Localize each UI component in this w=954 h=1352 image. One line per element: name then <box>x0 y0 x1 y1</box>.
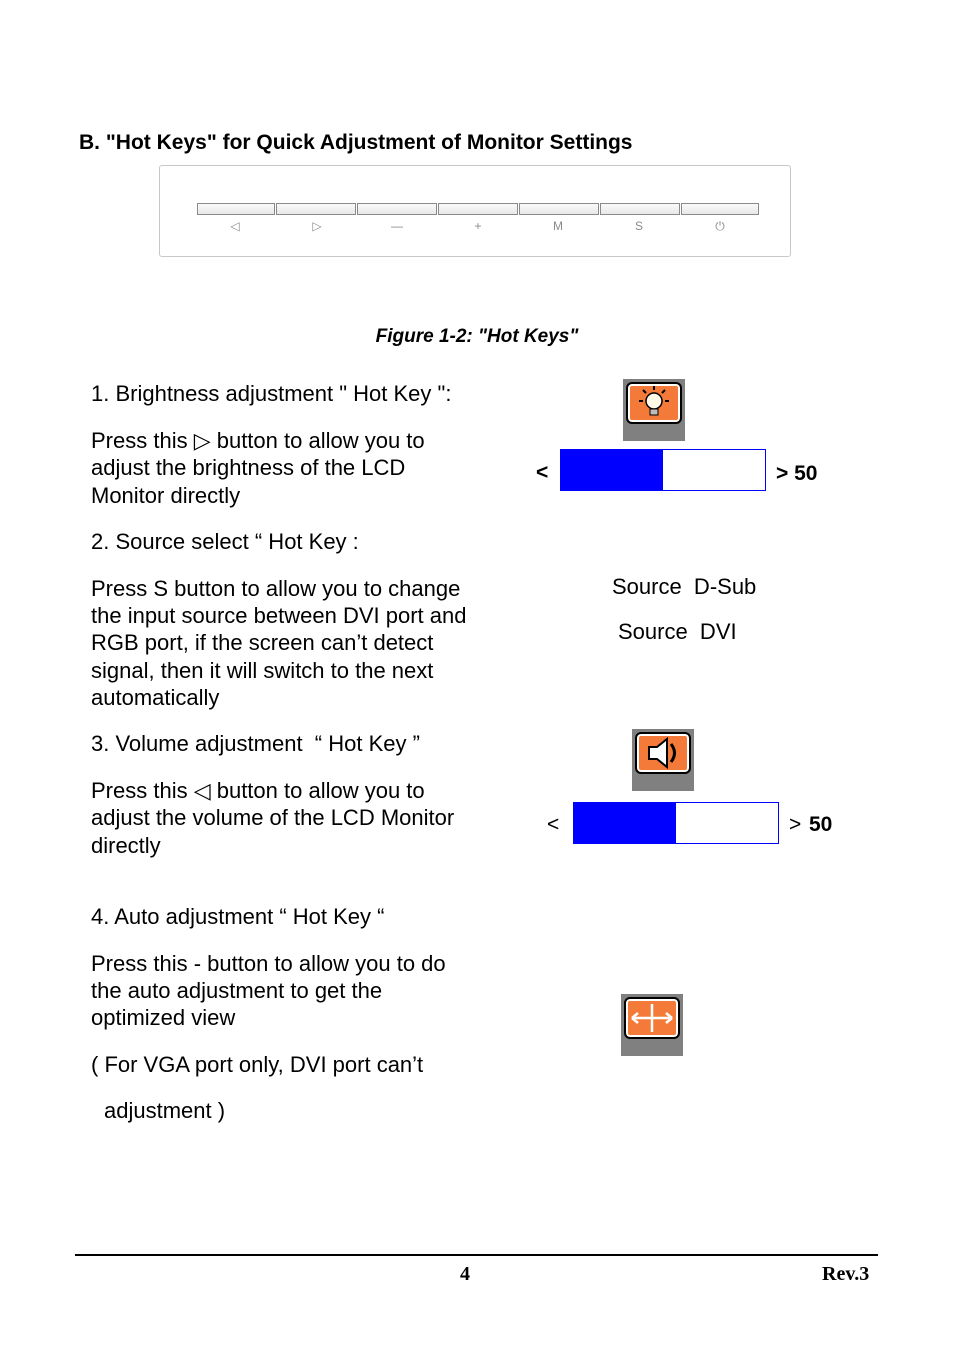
auto-desc-3: optimized view <box>91 1005 236 1030</box>
volume-title: 3. Volume adjustment “ Hot Key ” <box>91 731 420 756</box>
brightness-icon-box <box>623 379 685 441</box>
auto-note-2: adjustment ) <box>104 1098 226 1123</box>
brightness-bar <box>560 449 766 491</box>
source-s-icon: S <box>634 219 643 233</box>
source-key <box>600 203 680 215</box>
left-key <box>197 203 275 215</box>
revision-label: Rev.3 <box>822 1263 870 1285</box>
section-heading: B. "Hot Keys" for Quick Adjustment of Monitor Settings <box>79 131 633 154</box>
right-key <box>276 203 356 215</box>
menu-key <box>519 203 599 215</box>
brightness-desc-1: Press this ▷ button to allow you to <box>91 428 425 453</box>
volume-icon-box <box>632 729 694 791</box>
power-key <box>681 203 759 215</box>
source-desc-3: RGB port, if the screen can’t detect <box>91 630 434 655</box>
volume-bar-fill <box>574 803 676 843</box>
power-icon: ⏻ <box>715 219 725 233</box>
key-strip <box>197 203 757 233</box>
brightness-title: 1. Brightness adjustment " Hot Key ": <box>91 381 452 406</box>
source-desc-4: signal, then it will switch to the next <box>91 658 434 683</box>
speaker-icon <box>635 732 691 774</box>
brightness-bar-fill <box>561 450 663 490</box>
volume-desc-2: adjust the volume of the LCD Monitor <box>91 805 455 830</box>
plus-key <box>438 203 518 215</box>
source-desc-2: the input source between DVI port and <box>91 603 467 628</box>
volume-less-label: < <box>547 813 560 836</box>
auto-desc-1: Press this - button to allow you to do <box>91 951 446 976</box>
lightbulb-icon <box>626 382 682 424</box>
source-option-dvi: Source DVI <box>618 619 737 644</box>
auto-adjust-icon <box>624 997 680 1039</box>
source-title: 2. Source select “ Hot Key : <box>91 529 359 554</box>
plus-icon: + <box>474 219 482 233</box>
figure-caption: Figure 1-2: "Hot Keys" <box>375 326 579 347</box>
volume-desc-3: directly <box>91 833 161 858</box>
volume-desc-1: Press this ◁ button to allow you to <box>91 778 425 803</box>
menu-m-icon: M <box>553 219 563 233</box>
hot-keys-panel <box>159 165 791 257</box>
auto-title: 4. Auto adjustment “ Hot Key “ <box>91 904 385 929</box>
minus-key <box>357 203 437 215</box>
brightness-desc-3: Monitor directly <box>91 483 241 508</box>
minus-icon: — <box>391 219 403 233</box>
auto-desc-2: the auto adjustment to get the <box>91 978 383 1003</box>
volume-more-symbol: > <box>789 813 802 836</box>
source-desc-1: Press S button to allow you to change <box>91 576 461 601</box>
source-desc-5: automatically <box>91 685 220 710</box>
auto-icon-box <box>621 994 683 1056</box>
brightness-less-label: < <box>536 461 549 484</box>
footer-rule <box>75 1254 878 1256</box>
brightness-value: > 50 <box>776 462 818 485</box>
right-triangle-icon: ▷ <box>312 219 322 233</box>
source-option-dsub: Source D-Sub <box>612 574 757 599</box>
volume-bar <box>573 802 779 844</box>
auto-note-1: ( For VGA port only, DVI port can’t <box>91 1052 424 1077</box>
page-number: 4 <box>460 1263 470 1285</box>
left-triangle-icon: ◁ <box>230 219 240 233</box>
volume-value: 50 <box>809 813 833 836</box>
brightness-desc-2: adjust the brightness of the LCD <box>91 455 406 480</box>
